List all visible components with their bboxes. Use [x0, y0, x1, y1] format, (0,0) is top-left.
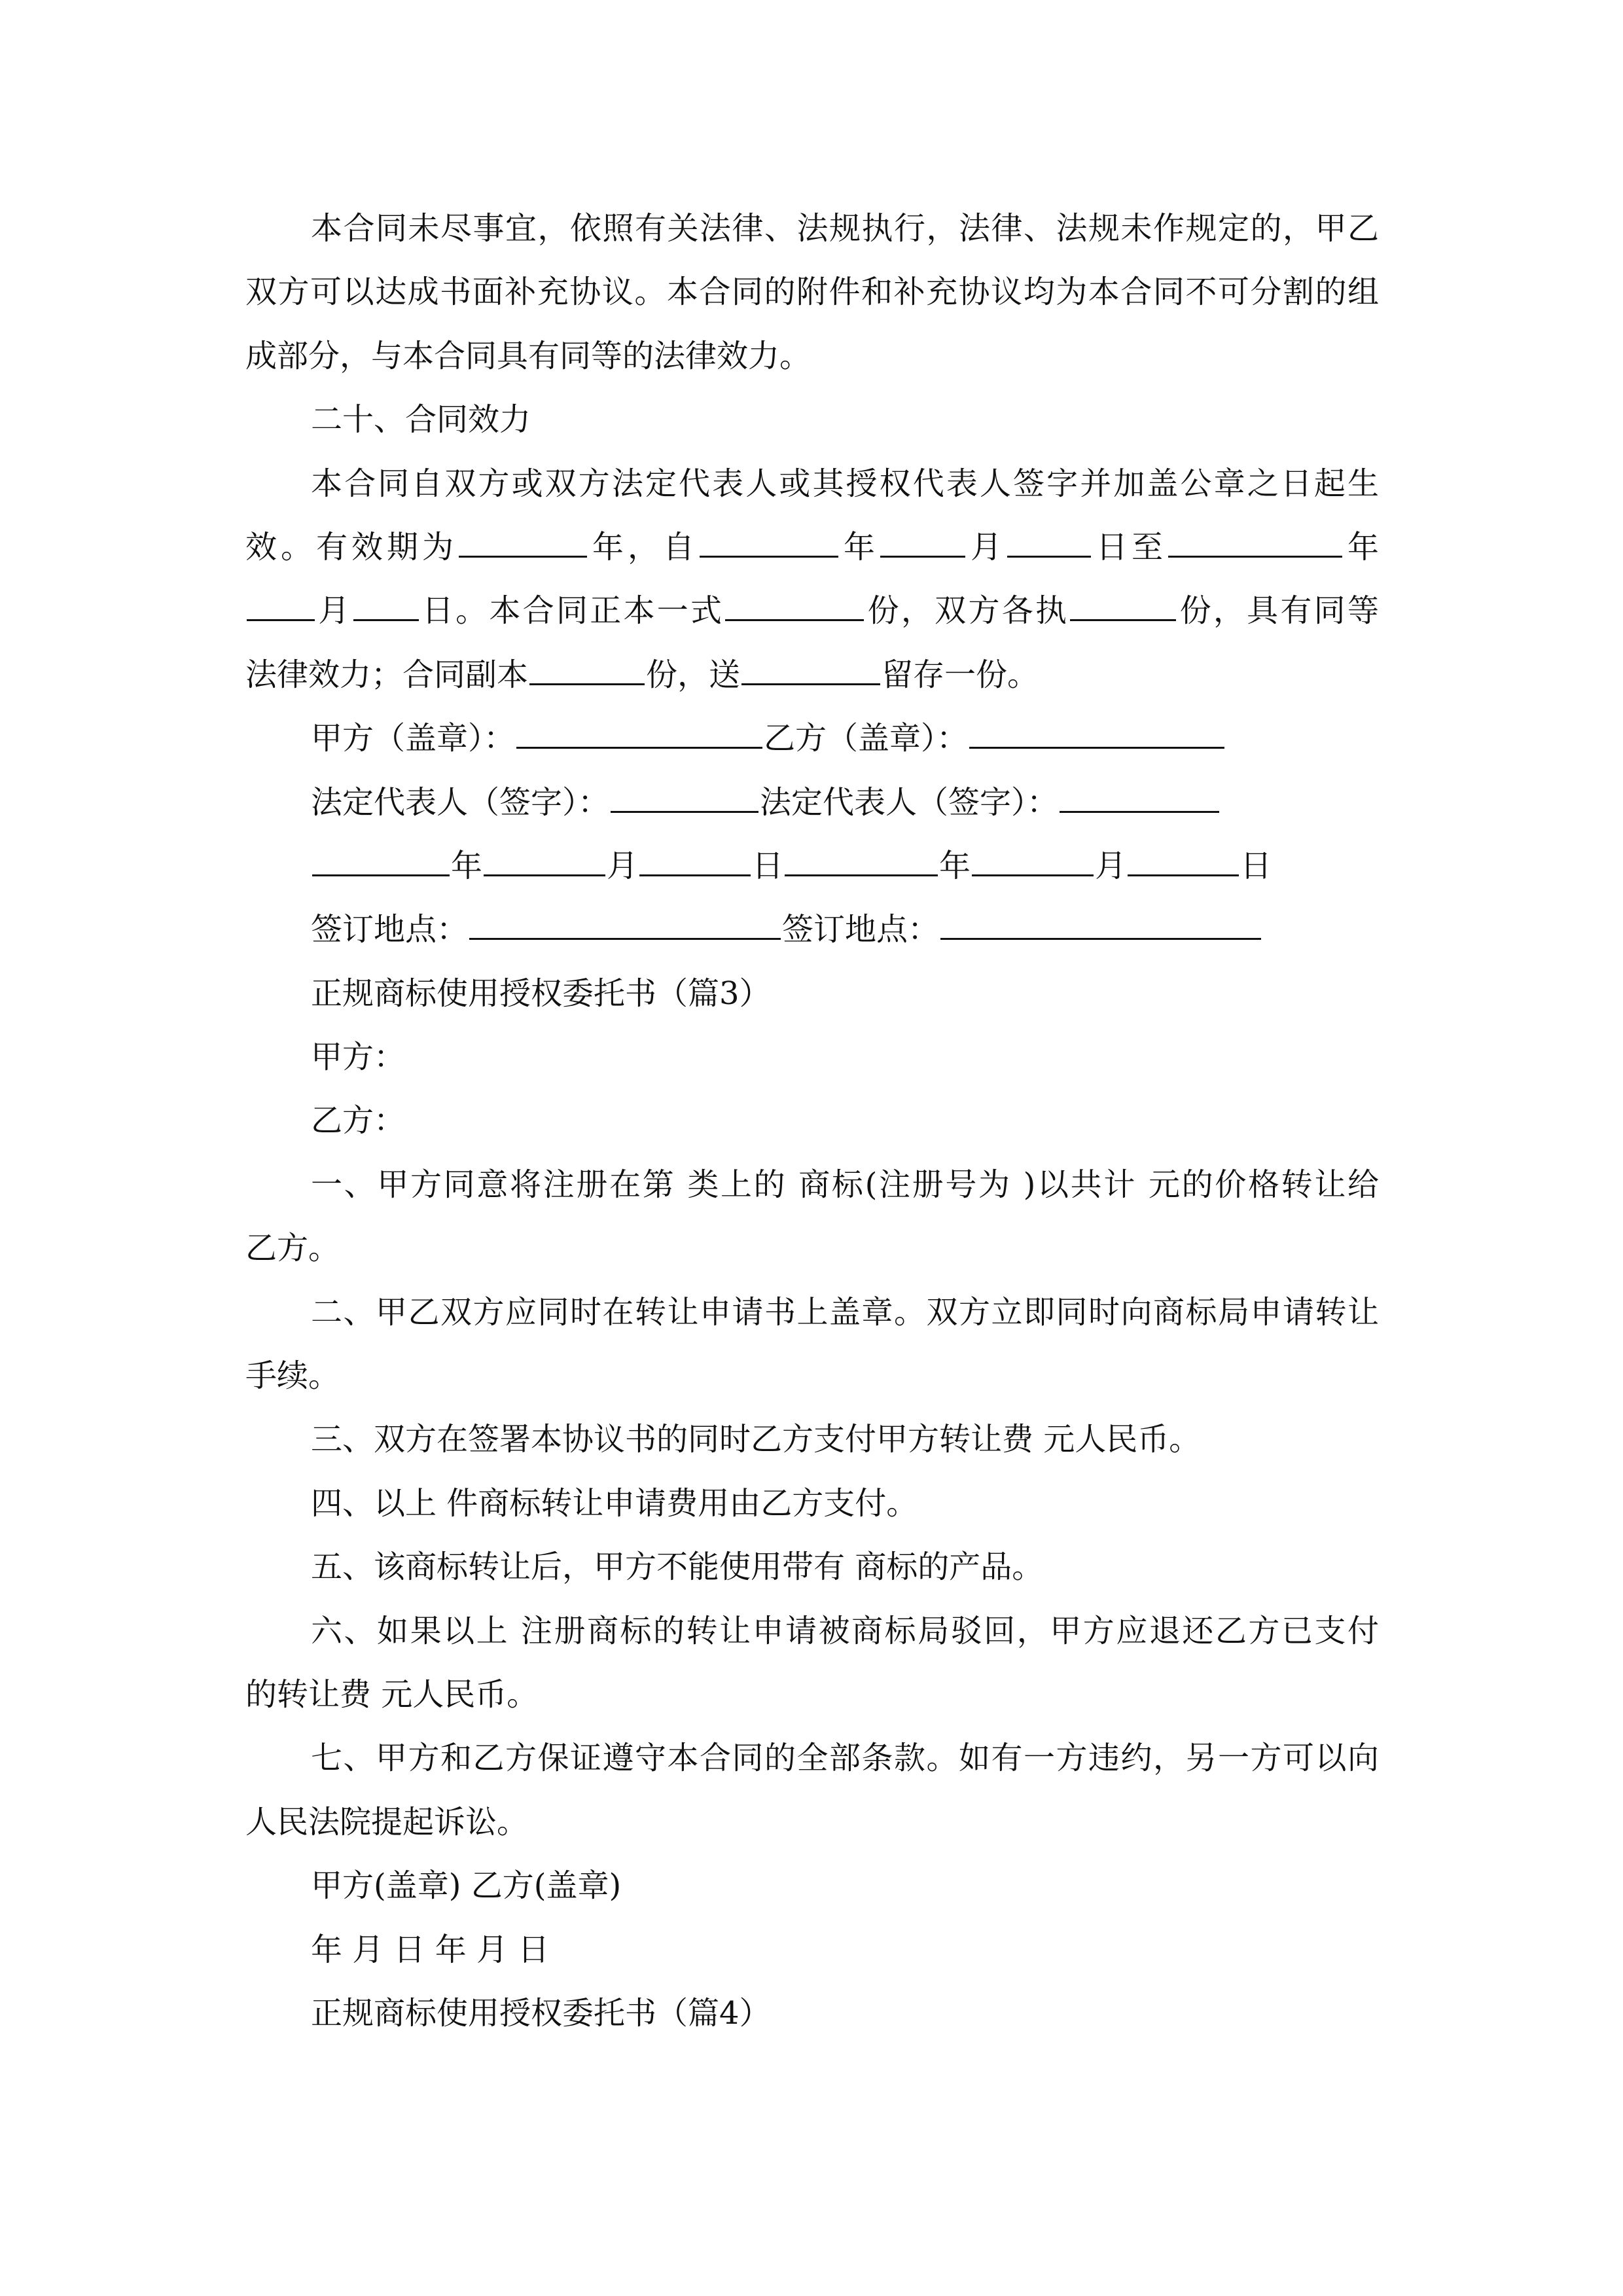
text: 留存一份。 — [882, 656, 1039, 693]
clause-line: 四、以上 件商标转让申请费用由乙方支付。 — [311, 1484, 918, 1522]
section-heading: 二十、合同效力 — [311, 401, 531, 439]
sign-place-line — [245, 898, 1379, 961]
paragraph-line: 双方可以达成书面补充协议。本合同的附件和补充协议均为本合同不可分割的组 — [245, 274, 1379, 311]
clause-line: 人民法院提起诉讼。 — [245, 1803, 529, 1840]
party-b-label: 乙方： — [311, 1102, 406, 1139]
blank-line — [639, 835, 751, 876]
section-title: 正规商标使用授权委托书（篇3） — [311, 975, 771, 1012]
blank-line — [353, 580, 419, 621]
clause-line: 六、如果以上 注册商标的转让申请被商标局驳回，甲方应退还乙方已支付 — [311, 1612, 1379, 1649]
clause-line: 一、甲方同意将注册在第 类上的 商标(注册号为 )以共计 元的价格转让给 — [311, 1166, 1379, 1203]
text: 效。有效期为 — [245, 528, 457, 565]
text: 日 — [752, 847, 784, 884]
seal-line: 甲方(盖章) 乙方(盖章) — [311, 1867, 622, 1905]
blank-line — [972, 835, 1094, 876]
sign-date-line — [245, 834, 1379, 898]
paragraph-line — [245, 643, 1379, 707]
text: 法律效力；合同副本 — [245, 656, 529, 693]
section-title: 正规商标使用授权委托书（篇4） — [311, 1994, 771, 2032]
text: 年，自 — [588, 528, 698, 565]
party-a-rep-blank — [611, 772, 758, 813]
paragraph-line: 本合同未尽事宜，依照有关法律、法规执行，法律、法规未作规定的，甲乙 — [311, 210, 1379, 247]
text: 份，双方各执 — [865, 592, 1069, 630]
text: 年 — [451, 847, 483, 884]
date-line: 年 月 日 年 月 日 — [311, 1931, 550, 1968]
clause-line: 七、甲方和乙方保证遵守本合同的全部条款。如有一方违约，另一方可以向 — [311, 1740, 1379, 1777]
text: 份，送 — [646, 656, 741, 693]
party-b-place-blank — [940, 899, 1261, 940]
blank-line — [1007, 516, 1091, 558]
text: 份，具有同等 — [1177, 592, 1379, 630]
text: 年 — [1343, 528, 1379, 565]
blank-line — [312, 835, 450, 876]
clause-line: 三、双方在签署本协议书的同时乙方支付甲方转让费 元人民币。 — [311, 1421, 1201, 1458]
blank-line — [484, 835, 605, 876]
blank-line — [725, 580, 864, 621]
text: 年 — [939, 847, 971, 884]
blank-line — [785, 835, 938, 876]
paragraph-line: 成部分，与本合同具有同等的法律效力。 — [245, 337, 812, 374]
blank-line — [459, 516, 587, 558]
text: 月 — [1095, 847, 1127, 884]
party-b-rep-label: 法定代表人（签字）： — [760, 783, 1059, 821]
party-b-rep-blank — [1060, 772, 1219, 813]
clause-line: 的转让费 元人民币。 — [245, 1676, 539, 1713]
clause-line: 手续。 — [245, 1357, 340, 1395]
text: 日 — [1240, 847, 1272, 884]
blank-line — [247, 580, 315, 621]
text: 月 — [966, 528, 1006, 565]
text: 月 — [607, 847, 639, 884]
blank-line — [741, 644, 880, 685]
blank-line — [1128, 835, 1239, 876]
legal-rep-line — [245, 771, 1379, 834]
paragraph-line: 本合同自双方或双方法定代表人或其授权代表人签字并加盖公章之日起生 — [311, 465, 1379, 502]
party-a-place-label: 签订地点： — [311, 911, 469, 948]
party-a-seal-blank — [516, 708, 762, 749]
party-b-place-label: 签订地点： — [782, 911, 940, 948]
blank-line — [529, 644, 645, 685]
party-b-seal-label: 乙方（盖章）： — [764, 720, 969, 757]
clause-line: 二、甲乙双方应同时在转让申请书上盖章。双方立即同时向商标局申请转让 — [311, 1293, 1379, 1331]
party-b-seal-blank — [969, 708, 1224, 749]
party-a-place-blank — [469, 899, 781, 940]
text: 日。本合同正本一式 — [419, 592, 724, 630]
party-a-rep-label: 法定代表人（签字）： — [311, 783, 610, 821]
text: 月 — [316, 592, 352, 630]
text: 年 — [839, 528, 879, 565]
paragraph-line — [245, 516, 1379, 579]
paragraph-line — [245, 579, 1379, 643]
blank-line — [1168, 516, 1342, 558]
text: 日至 — [1092, 528, 1167, 565]
signature-seal-line — [245, 707, 1379, 770]
blank-line — [880, 516, 965, 558]
clause-line: 乙方。 — [245, 1230, 340, 1267]
clause-line: 五、该商标转让后，甲方不能使用带有 商标的产品。 — [311, 1549, 1044, 1586]
blank-line — [1070, 580, 1176, 621]
party-a-label: 甲方： — [311, 1039, 406, 1076]
party-a-seal-label: 甲方（盖章）： — [311, 720, 516, 757]
document-page — [245, 197, 1379, 2045]
blank-line — [700, 516, 838, 558]
